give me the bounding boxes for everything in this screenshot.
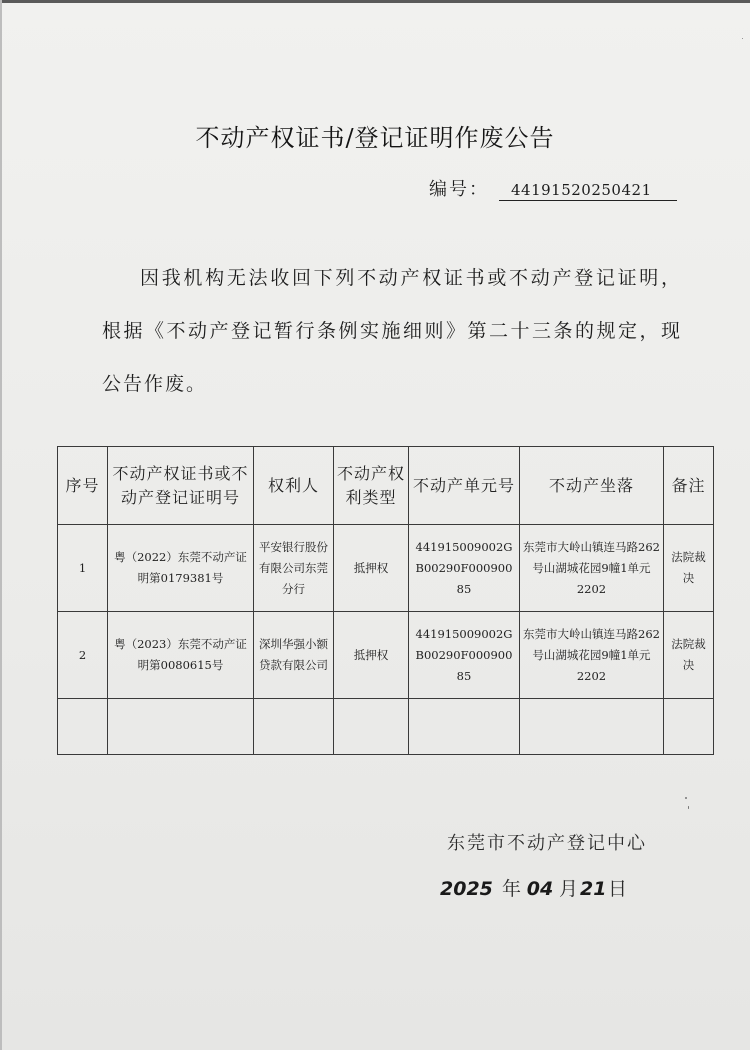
date-day: 21	[580, 878, 607, 900]
cell-seq: 1	[58, 525, 108, 612]
cell-seq: 2	[58, 612, 108, 699]
table-header-row	[58, 447, 714, 525]
scan-top-edge	[0, 0, 750, 3]
scan-speck	[685, 797, 687, 799]
cell-right-type: 抵押权	[334, 612, 409, 699]
table-row	[58, 525, 714, 612]
empty-cell	[58, 699, 108, 755]
header-location: 不动产坐落	[520, 447, 664, 525]
scan-left-edge	[0, 0, 2, 1050]
header-holder: 权利人	[254, 447, 334, 525]
document-number	[429, 175, 677, 201]
issue-date	[440, 874, 629, 901]
cell-right-type: 抵押权	[334, 525, 409, 612]
cell-unit-no: 441915009002GB00290F00090085	[409, 612, 520, 699]
empty-cell	[664, 699, 714, 755]
cell-cert: 粤（2022）东莞不动产证明第0179381号	[108, 525, 254, 612]
header-seq: 序号	[58, 447, 108, 525]
number-value: 44191520250421	[499, 181, 677, 201]
issuing-authority: 东莞市不动产登记中心	[447, 833, 647, 854]
empty-cell	[520, 699, 664, 755]
cell-holder: 平安银行股份有限公司东莞分行	[254, 525, 334, 612]
empty-cell	[334, 699, 409, 755]
cell-cert: 粤（2023）东莞不动产证明第0080615号	[108, 612, 254, 699]
empty-cell	[409, 699, 520, 755]
document-title: 不动产权证书/登记证明作废公告	[195, 124, 555, 152]
scan-speck	[742, 38, 743, 39]
scan-speck	[688, 806, 689, 809]
table-row-empty	[58, 699, 714, 755]
cell-holder: 深圳华强小额贷款有限公司	[254, 612, 334, 699]
date-year: 2025	[440, 878, 493, 900]
cell-remark: 法院裁决	[664, 612, 714, 699]
cell-unit-no: 441915009002GB00290F00090085	[409, 525, 520, 612]
cell-remark: 法院裁决	[664, 525, 714, 612]
empty-cell	[108, 699, 254, 755]
date-month-unit: 月	[559, 878, 579, 900]
void-certificate-table	[57, 446, 714, 755]
number-label: 编号：	[429, 179, 489, 200]
notice-body: 因我机构无法收回下列不动产权证书或不动产登记证明，根据《不动产登记暂行条例实施细则》第二十三条的规定，现公告作废。	[102, 267, 682, 395]
cell-location: 东莞市大岭山镇连马路262号山湖城花园9幢1单元2202	[520, 525, 664, 612]
cell-location: 东莞市大岭山镇连马路262号山湖城花园9幢1单元2202	[520, 612, 664, 699]
header-unit-no: 不动产单元号	[409, 447, 520, 525]
date-year-unit: 年	[502, 878, 522, 900]
header-cert: 不动产权证书或不动产登记证明号	[108, 447, 254, 525]
date-day-unit: 日	[608, 878, 628, 900]
header-right-type: 不动产权利类型	[334, 447, 409, 525]
empty-cell	[254, 699, 334, 755]
table-row	[58, 612, 714, 699]
date-month: 04	[526, 878, 554, 900]
header-remark: 备注	[664, 447, 714, 525]
